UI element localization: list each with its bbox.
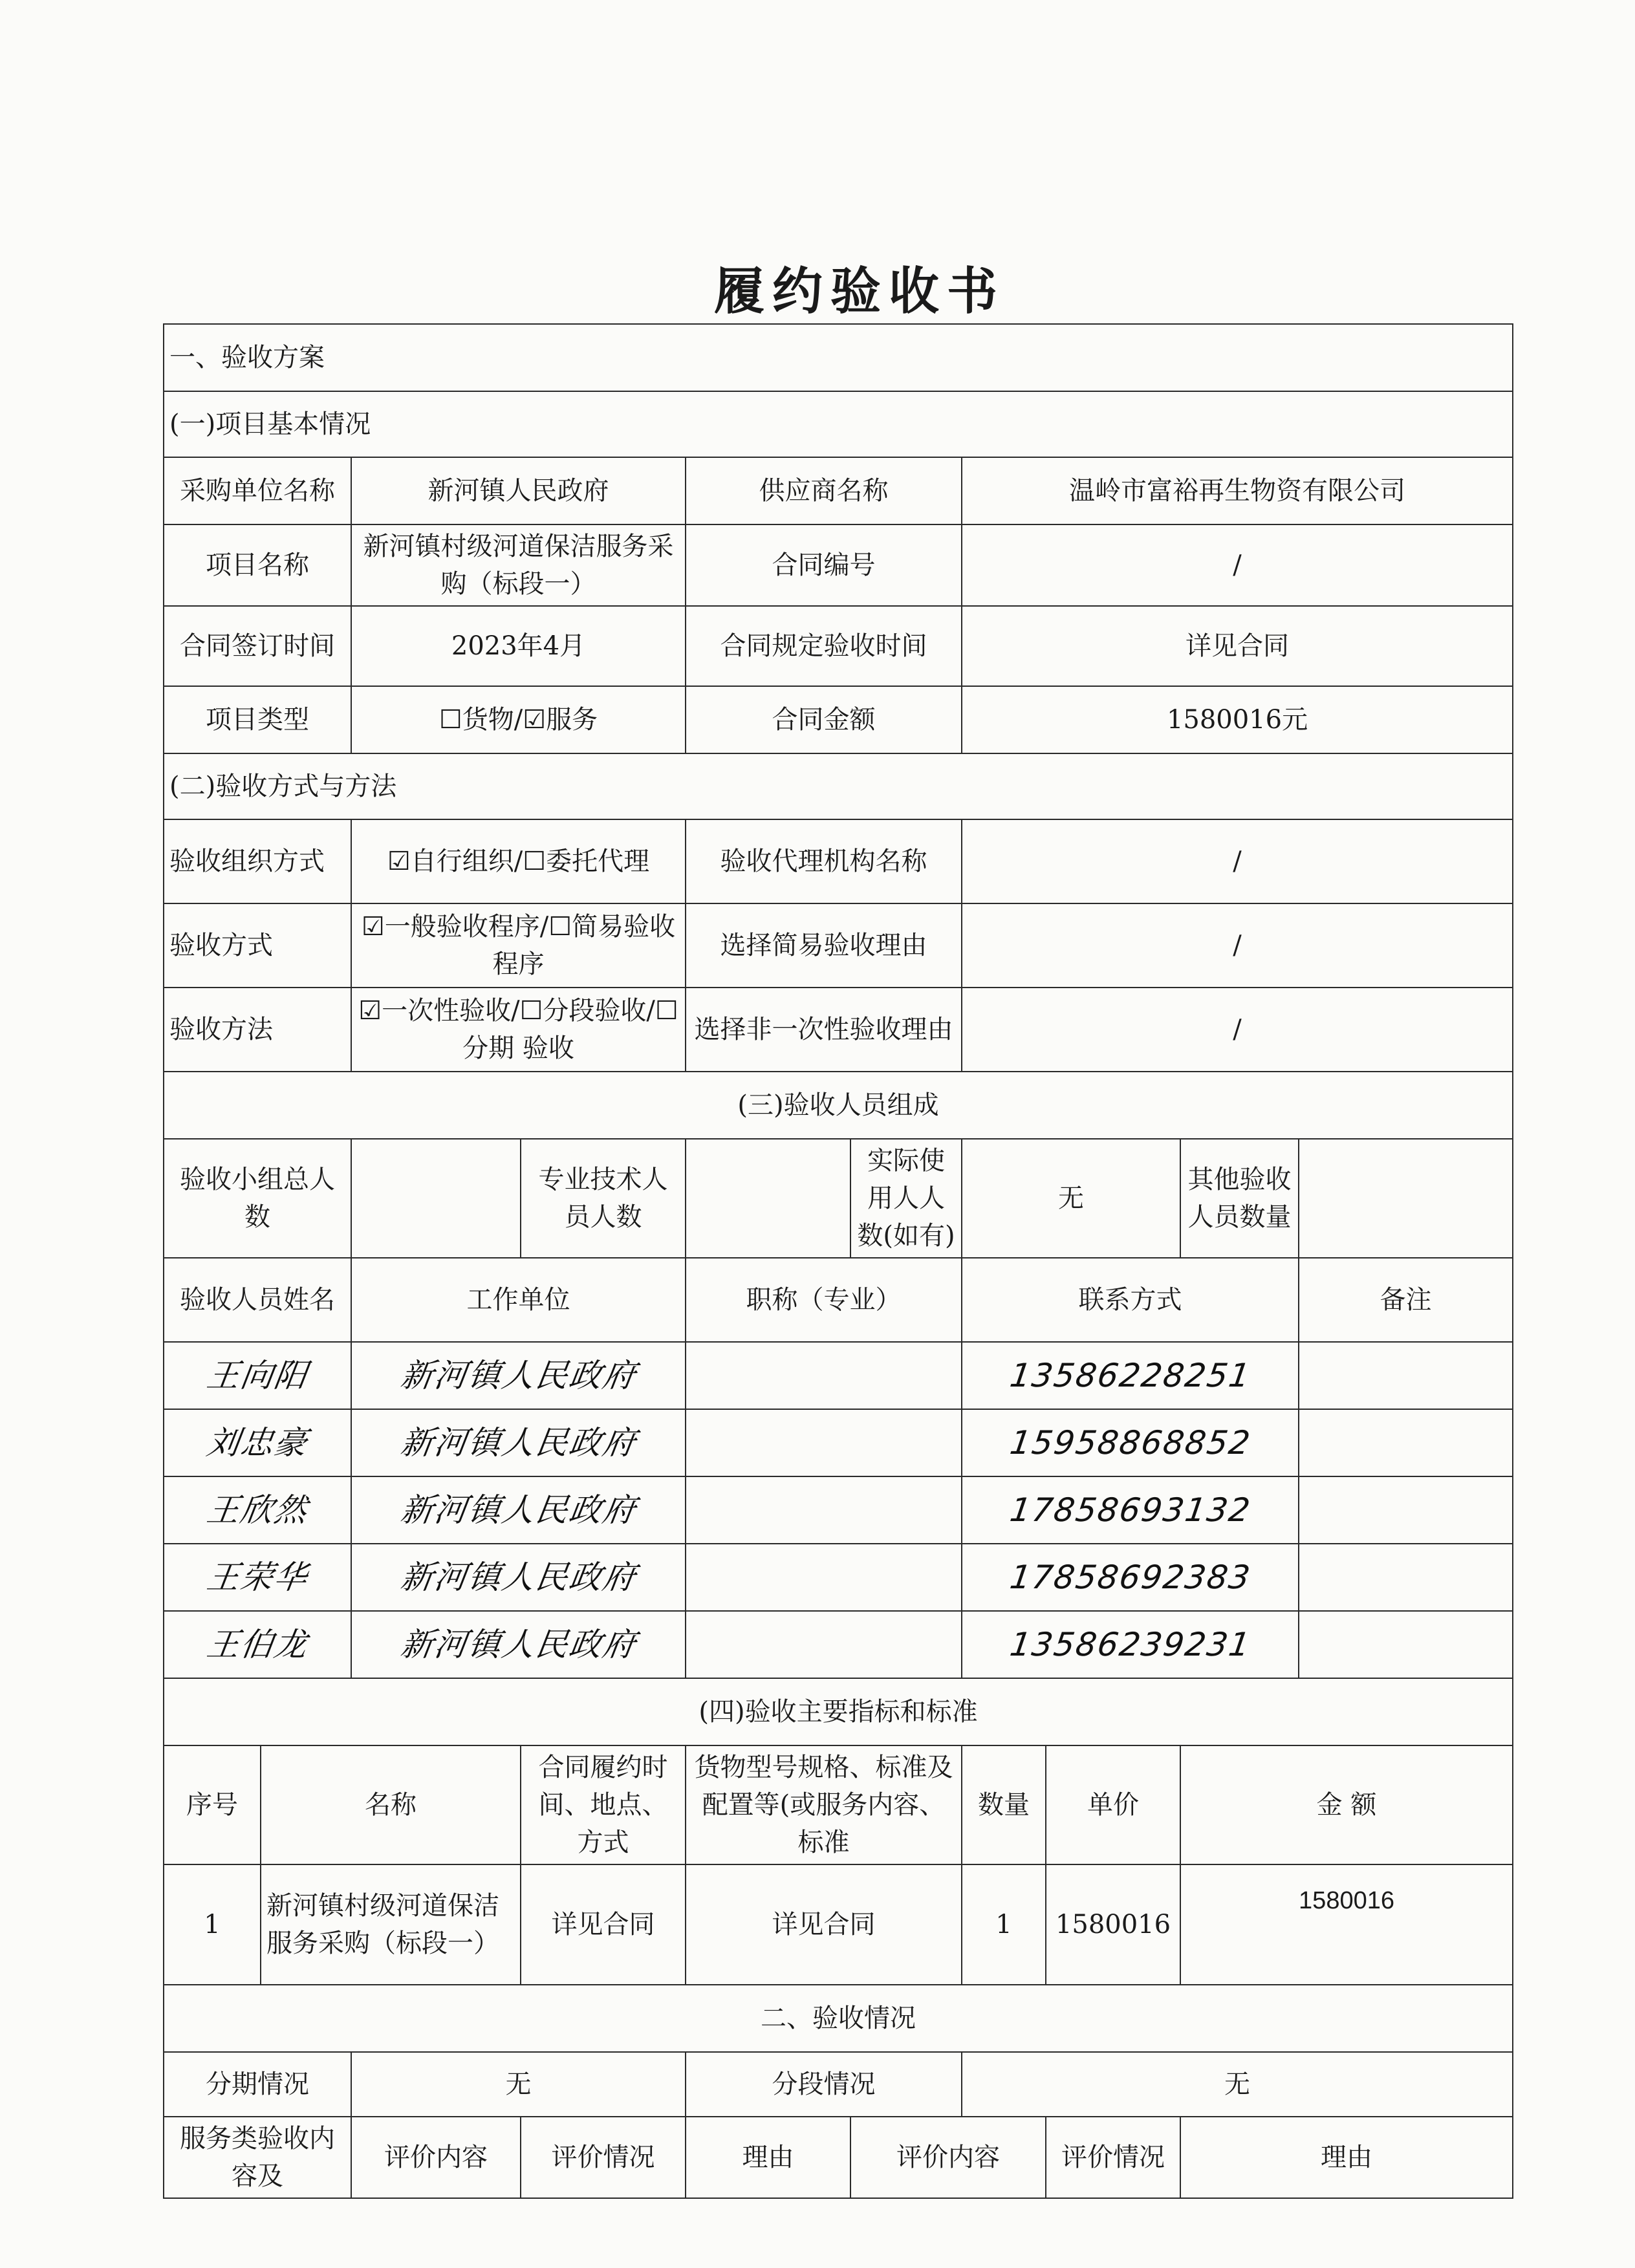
col-member-name: 验收人员姓名 — [164, 1258, 351, 1342]
member-name: 刘忠豪 — [164, 1409, 351, 1476]
row-performance-time: 详见合同 — [521, 1864, 686, 1985]
non-once-reason-label: 选择非一次性验收理由 — [686, 988, 962, 1072]
row-quantity: 1 — [962, 1864, 1046, 1985]
row-amount: 1580016 — [1180, 1864, 1513, 1985]
agency-value: / — [962, 819, 1513, 903]
contract-number-label: 合同编号 — [686, 524, 962, 606]
member-phone: 17858692383 — [962, 1544, 1299, 1611]
member-phone: 13586228251 — [962, 1342, 1299, 1409]
col-remark: 备注 — [1299, 1258, 1513, 1342]
user-count-label: 实际使用人人数(如有) — [850, 1139, 962, 1258]
member-title — [686, 1409, 962, 1476]
org-method-value: ☑自行组织/☐委托代理 — [351, 819, 686, 903]
sign-date-value: 2023年4月 — [351, 606, 686, 686]
project-name-value: 新河镇村级河道保洁服务采购（标段一） — [351, 524, 686, 606]
non-once-reason-value: / — [962, 988, 1513, 1072]
row-unit-price: 1580016 — [1046, 1864, 1180, 1985]
member-remark — [1299, 1544, 1513, 1611]
acceptance-method-value: ☑一次性验收/☐分段验收/☐分期 验收 — [351, 988, 686, 1072]
member-name: 王荣华 — [164, 1544, 351, 1611]
subsection-personnel: (三)验收人员组成 — [164, 1072, 1513, 1139]
team-total-value — [351, 1139, 521, 1258]
eval-status-header: 评价情况 — [521, 2117, 686, 2198]
segment-value: 无 — [962, 2052, 1513, 2117]
subsection-basic-info: (一)项目基本情况 — [164, 391, 1513, 457]
eval-content-header-2: 评价内容 — [850, 2117, 1046, 2198]
member-title — [686, 1544, 962, 1611]
org-method-label: 验收组织方式 — [164, 819, 351, 903]
acceptance-method-label: 验收方法 — [164, 988, 351, 1072]
member-title — [686, 1342, 962, 1409]
member-remark — [1299, 1611, 1513, 1678]
member-row — [164, 1476, 1513, 1544]
supplier-value: 温岭市富裕再生物资有限公司 — [962, 457, 1513, 524]
col-amount: 金 额 — [1180, 1745, 1513, 1864]
member-title — [686, 1611, 962, 1678]
section-acceptance-plan: 一、验收方案 — [164, 324, 1513, 391]
subsection-indicators: (四)验收主要指标和标准 — [164, 1678, 1513, 1745]
section-acceptance-status: 二、验收情况 — [164, 1985, 1513, 2052]
user-count-value: 无 — [962, 1139, 1180, 1258]
eval-status-header-2: 评价情况 — [1046, 2117, 1180, 2198]
purchaser-value: 新河镇人民政府 — [351, 457, 686, 524]
acceptance-time-value: 详见合同 — [962, 606, 1513, 686]
contract-amount-value: 1580016元 — [962, 686, 1513, 753]
member-remark — [1299, 1409, 1513, 1476]
member-row — [164, 1409, 1513, 1476]
member-phone: 17858693132 — [962, 1476, 1299, 1544]
member-unit: 新河镇人民政府 — [351, 1409, 686, 1476]
col-serial: 序号 — [164, 1745, 261, 1864]
project-type-label: 项目类型 — [164, 686, 351, 753]
document-title: 履约验收书 — [714, 262, 1006, 321]
installment-label: 分期情况 — [164, 2052, 351, 2117]
supplier-label: 供应商名称 — [686, 457, 962, 524]
member-remark — [1299, 1342, 1513, 1409]
col-contact: 联系方式 — [962, 1258, 1299, 1342]
col-item-name: 名称 — [261, 1745, 521, 1864]
purchaser-label: 采购单位名称 — [164, 457, 351, 524]
tech-count-label: 专业技术人员人数 — [521, 1139, 686, 1258]
agency-label: 验收代理机构名称 — [686, 819, 962, 903]
member-phone: 15958868852 — [962, 1409, 1299, 1476]
subsection-method: (二)验收方式与方法 — [164, 753, 1513, 819]
simple-reason-value: / — [962, 903, 1513, 988]
installment-value: 无 — [351, 2052, 686, 2117]
member-unit: 新河镇人民政府 — [351, 1342, 686, 1409]
member-phone: 13586239231 — [962, 1611, 1299, 1678]
reason-header: 理由 — [686, 2117, 850, 2198]
project-type-value: ☐货物/☑服务 — [351, 686, 686, 753]
member-title — [686, 1476, 962, 1544]
member-row — [164, 1611, 1513, 1678]
acceptance-time-label: 合同规定验收时间 — [686, 606, 962, 686]
member-unit: 新河镇人民政府 — [351, 1476, 686, 1544]
eval-content-header: 评价内容 — [351, 2117, 521, 2198]
member-name: 王伯龙 — [164, 1611, 351, 1678]
member-row — [164, 1342, 1513, 1409]
row-item-name: 新河镇村级河道保洁服务采购（标段一） — [261, 1864, 521, 1985]
sign-date-label: 合同签订时间 — [164, 606, 351, 686]
contract-number-value: / — [962, 524, 1513, 606]
member-row — [164, 1544, 1513, 1611]
acceptance-way-value: ☑一般验收程序/☐简易验收程序 — [351, 903, 686, 988]
col-performance-time: 合同履约时间、地点、方式 — [521, 1745, 686, 1864]
reason-header-2: 理由 — [1180, 2117, 1513, 2198]
simple-reason-label: 选择简易验收理由 — [686, 903, 962, 988]
tech-count-value — [686, 1139, 850, 1258]
contract-amount-label: 合同金额 — [686, 686, 962, 753]
member-unit: 新河镇人民政府 — [351, 1611, 686, 1678]
row-spec: 详见合同 — [686, 1864, 962, 1985]
member-name: 王向阳 — [164, 1342, 351, 1409]
col-spec: 货物型号规格、标准及配置等(或服务内容、标准 — [686, 1745, 962, 1864]
col-quantity: 数量 — [962, 1745, 1046, 1864]
member-remark — [1299, 1476, 1513, 1544]
other-count-value — [1299, 1139, 1513, 1258]
acceptance-table — [163, 323, 1513, 2199]
team-total-label: 验收小组总人数 — [164, 1139, 351, 1258]
segment-label: 分段情况 — [686, 2052, 962, 2117]
other-count-label: 其他验收人员数量 — [1180, 1139, 1299, 1258]
member-name: 王欣然 — [164, 1476, 351, 1544]
indicator-row — [164, 1864, 1513, 1985]
col-work-unit: 工作单位 — [351, 1258, 686, 1342]
col-unit-price: 单价 — [1046, 1745, 1180, 1864]
member-unit: 新河镇人民政府 — [351, 1544, 686, 1611]
col-professional-title: 职称（专业） — [686, 1258, 962, 1342]
row-serial: 1 — [164, 1864, 261, 1985]
acceptance-way-label: 验收方式 — [164, 903, 351, 988]
service-acceptance-label: 服务类验收内容及 — [164, 2117, 351, 2198]
project-name-label: 项目名称 — [164, 524, 351, 606]
